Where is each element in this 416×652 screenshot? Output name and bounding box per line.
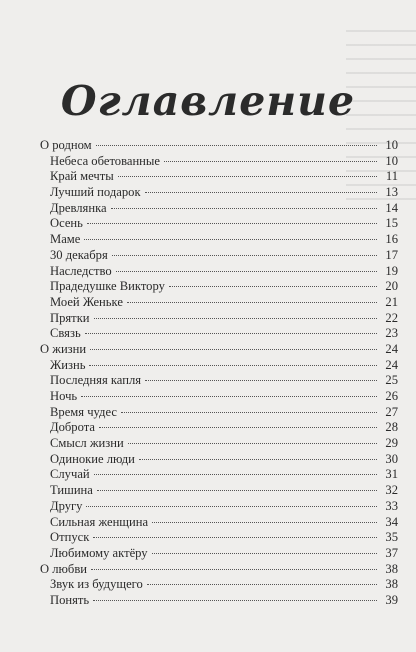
page-number: 10 (385, 138, 398, 152)
entry-title: Связь (50, 326, 81, 341)
toc-entry (40, 546, 398, 562)
toc-entry (40, 248, 398, 264)
toc-entry (40, 530, 398, 546)
page-number: 39 (385, 592, 398, 607)
dot-leader (164, 161, 377, 162)
dot-leader (111, 208, 377, 209)
entry-title: Последняя капля (50, 373, 142, 388)
dot-leader (112, 255, 377, 256)
toc-entry (40, 201, 398, 217)
entry-title: Доброта (50, 420, 95, 435)
entry-title: Древлянка (50, 200, 107, 215)
toc-entry (40, 169, 398, 185)
entry-title: Осень (50, 216, 83, 231)
toc-entry (40, 358, 398, 374)
entry-title: Тишина (50, 483, 93, 498)
page-number: 17 (385, 247, 398, 262)
toc-entry (40, 436, 398, 452)
page-number: 34 (385, 514, 398, 529)
dot-leader (147, 584, 377, 585)
toc-entry (40, 420, 398, 436)
page-number: 33 (385, 498, 398, 513)
entry-title: Отпуск (50, 530, 90, 545)
entry-title: Прятки (50, 310, 90, 325)
page-number: 37 (385, 545, 398, 560)
dot-leader (86, 506, 377, 507)
dot-leader (139, 459, 377, 460)
page-title: Оглавление (60, 77, 356, 126)
page-number: 24 (385, 341, 398, 356)
entry-title: Жизнь (50, 357, 86, 372)
entry-title: Маме (50, 232, 81, 247)
page-number: 35 (385, 530, 398, 545)
page-number: 19 (385, 263, 398, 278)
dot-leader (90, 349, 377, 350)
toc-entry (40, 452, 398, 468)
page-number: 15 (385, 216, 398, 231)
dot-leader (121, 412, 377, 413)
dot-leader (94, 474, 377, 475)
toc-entry (40, 405, 398, 421)
dot-leader (87, 223, 377, 224)
toc-entry (40, 232, 398, 248)
page-number: 25 (385, 373, 398, 388)
page-number: 11 (385, 169, 398, 184)
dot-leader (96, 145, 377, 146)
dot-leader (81, 396, 377, 397)
dot-leader (152, 522, 377, 523)
page-number: 24 (385, 357, 398, 372)
dot-leader (93, 600, 377, 601)
page-number: 26 (385, 389, 398, 403)
toc-entry (40, 326, 398, 342)
entry-title: Небеса обетованные (50, 153, 160, 168)
entry-title: О жизни (40, 341, 87, 356)
entry-title: Сильная женщина (50, 514, 149, 529)
entry-title: О любви (40, 561, 88, 576)
entry-title: Ночь (50, 389, 78, 403)
page-number: 21 (385, 294, 398, 309)
entry-title: Моей Женьке (50, 294, 123, 309)
dot-leader (118, 176, 377, 177)
toc-entry (40, 467, 398, 483)
dot-leader (145, 380, 377, 381)
dot-leader (93, 537, 377, 538)
entry-title: Одинокие люди (50, 451, 135, 466)
dot-leader (169, 286, 377, 287)
entry-title: Любимому актёру (50, 545, 148, 560)
toc-entry (40, 499, 398, 515)
page-number: 10 (385, 153, 398, 168)
toc-entry (40, 515, 398, 531)
toc-section-entry (40, 138, 398, 154)
dot-leader (94, 318, 377, 319)
toc-entry (40, 483, 398, 499)
toc-entry (40, 593, 398, 609)
toc-entry (40, 154, 398, 170)
toc-section-entry (40, 342, 398, 358)
page-number: 27 (385, 404, 398, 419)
page-number: 16 (385, 232, 398, 247)
entry-title: Понять (50, 592, 90, 607)
entry-title: Край мечты (50, 169, 114, 184)
entry-title: 30 декабря (50, 247, 108, 262)
toc-section-entry (40, 562, 398, 578)
toc-entry (40, 311, 398, 327)
toc-entry (40, 295, 398, 311)
toc-entry (40, 373, 398, 389)
page-number: 23 (385, 326, 398, 341)
page-number: 32 (385, 483, 398, 498)
toc-entry (40, 389, 398, 405)
dot-leader (152, 553, 377, 554)
dot-leader (145, 192, 377, 193)
dot-leader (85, 333, 377, 334)
page-number: 13 (385, 185, 398, 200)
entry-title: Другу (50, 498, 83, 513)
dot-leader (91, 569, 377, 570)
page-number: 30 (385, 451, 398, 466)
page-number: 22 (385, 310, 398, 325)
page-number: 38 (385, 561, 398, 576)
dot-leader (99, 427, 377, 428)
dot-leader (89, 365, 377, 366)
toc-entry (40, 216, 398, 232)
entry-title: Звук из будущего (50, 577, 143, 592)
entry-title: О родном (40, 138, 92, 152)
toc-entry (40, 577, 398, 593)
page-number: 20 (385, 279, 398, 294)
table-of-contents (40, 138, 398, 609)
entry-title: Время чудес (50, 404, 117, 419)
toc-entry (40, 279, 398, 295)
toc-entry (40, 185, 398, 201)
toc-entry (40, 264, 398, 280)
dot-leader (128, 443, 377, 444)
dot-leader (84, 239, 377, 240)
dot-leader (97, 490, 377, 491)
entry-title: Наследство (50, 263, 112, 278)
page-number: 29 (385, 436, 398, 451)
page-number: 28 (385, 420, 398, 435)
entry-title: Смысл жизни (50, 436, 124, 451)
entry-title: Случай (50, 467, 90, 482)
dot-leader (116, 271, 377, 272)
page-number: 38 (385, 577, 398, 592)
page-number: 31 (385, 467, 398, 482)
entry-title: Прадедушке Виктору (50, 279, 165, 294)
entry-title: Лучший подарок (50, 185, 141, 200)
page-number: 14 (385, 200, 398, 215)
dot-leader (127, 302, 377, 303)
